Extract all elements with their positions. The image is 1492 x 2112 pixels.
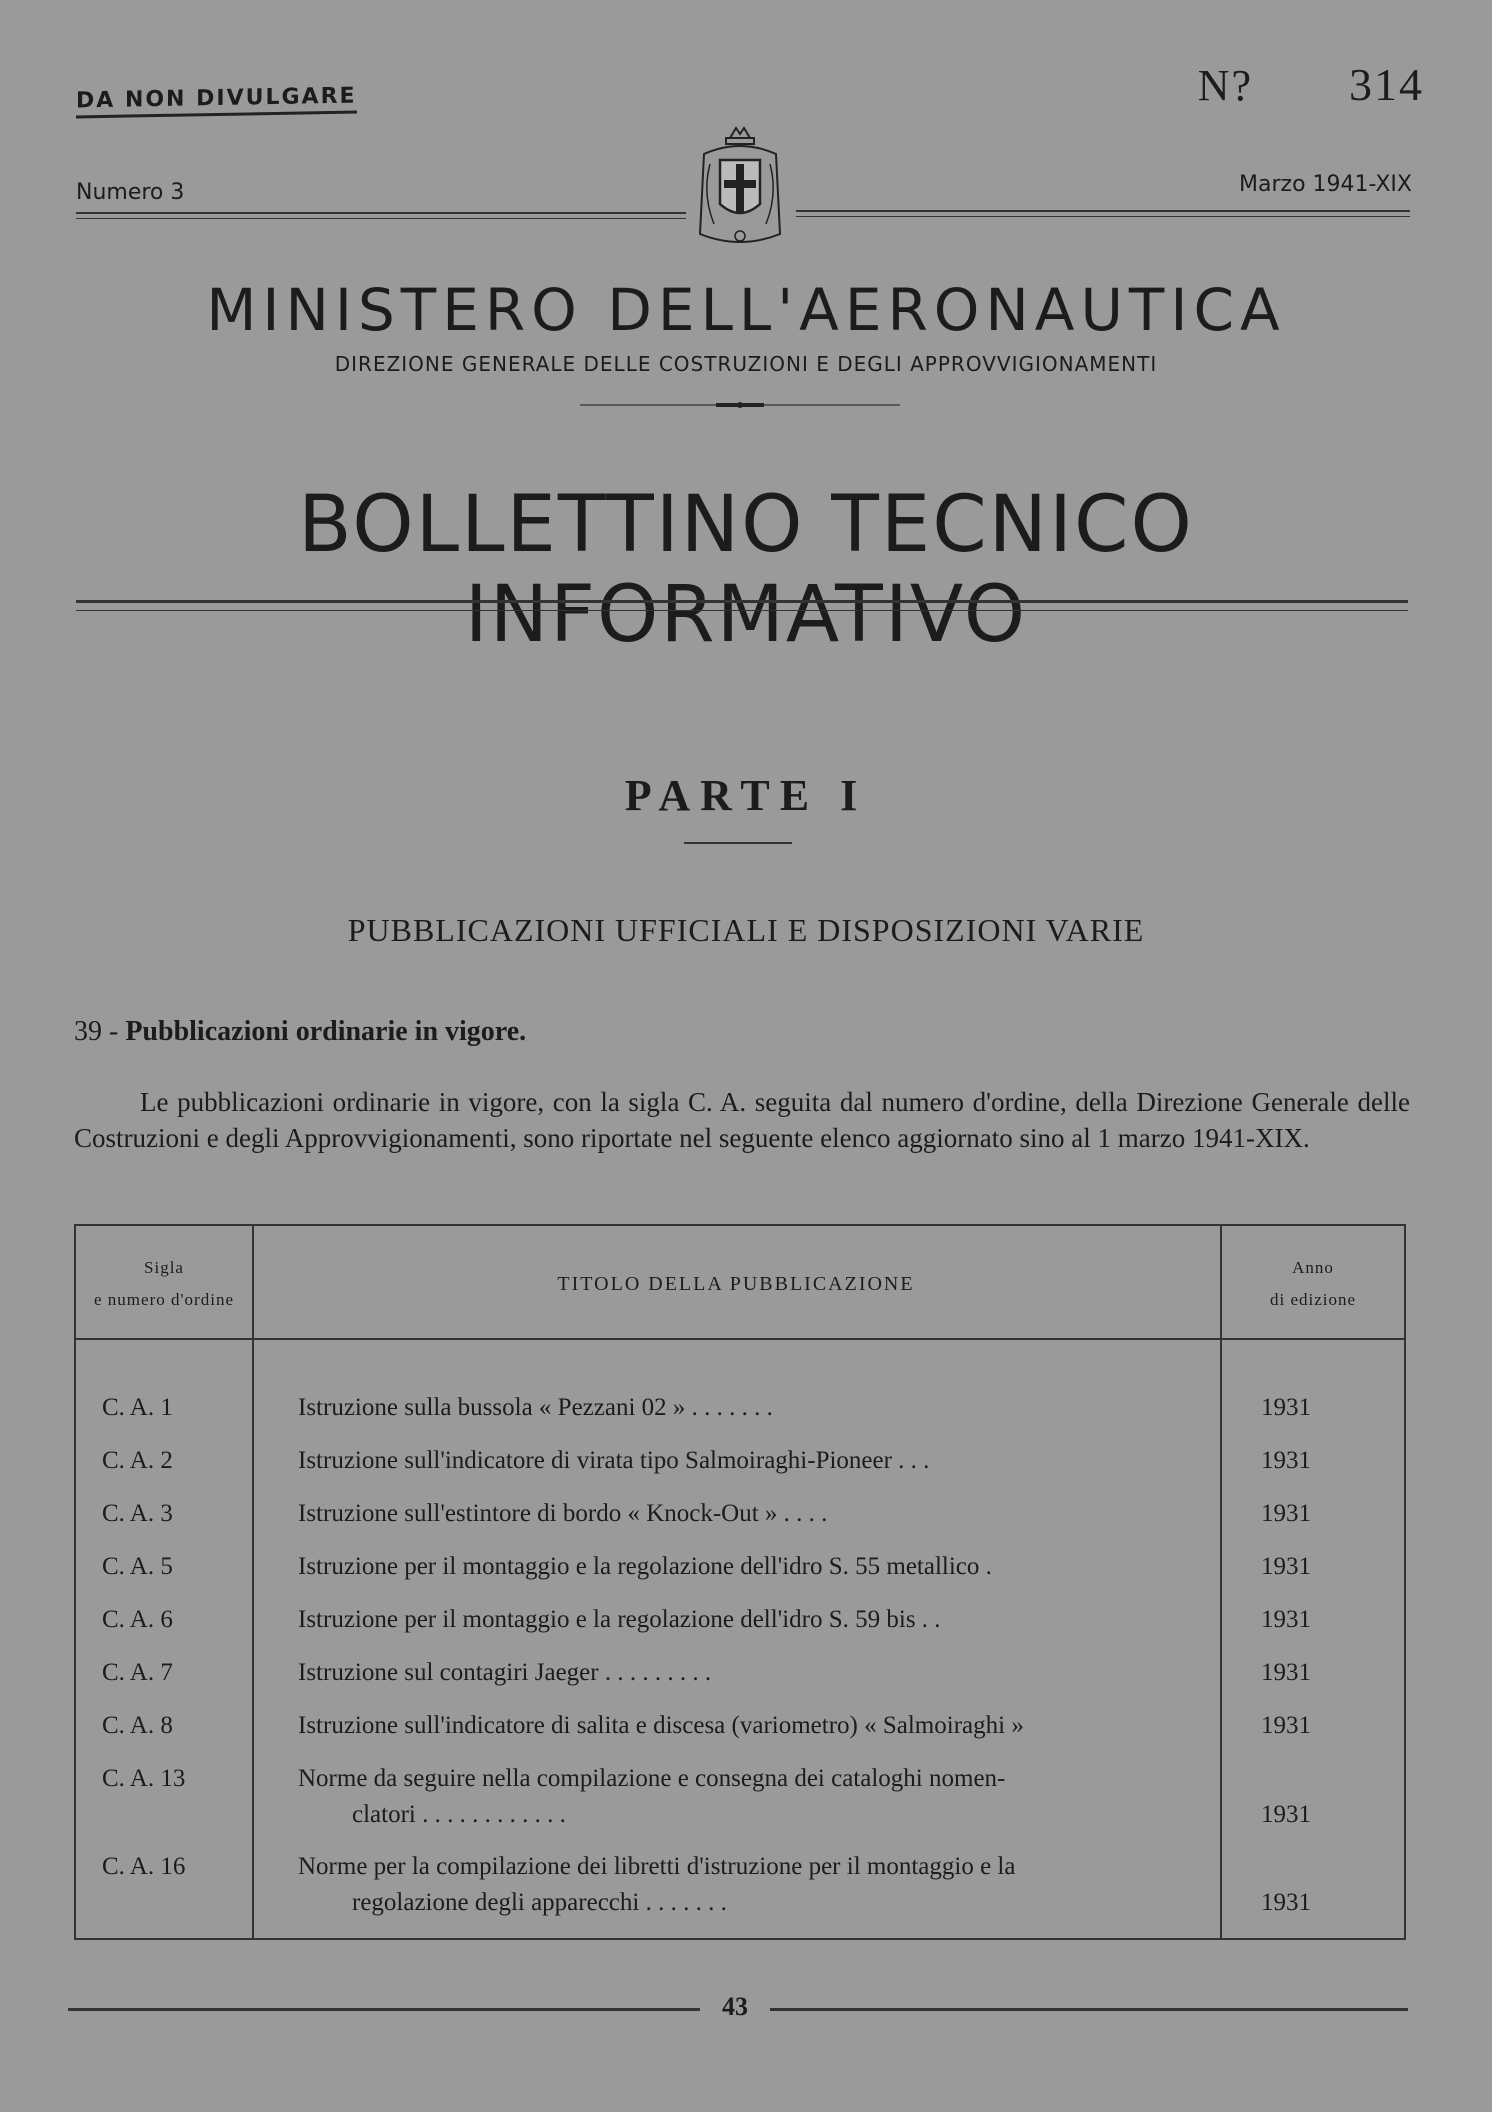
page-number: 43 [722,1992,748,2021]
col-divider-2 [1220,1226,1222,1938]
issue-number: Numero 3 [76,180,185,205]
header-divider [76,1338,1404,1340]
row-year: 1931 [1261,1394,1311,1421]
row-year: 1931 [1261,1801,1311,1828]
ministry-title: MINISTERO DELL'AERONAUTICA [206,276,1286,344]
row-title-continuation: regolazione degli apparecchi . . . . . . . [352,1889,727,1916]
row-title: Istruzione sulla bussola « Pezzani 02 » . . . . . . . [298,1394,773,1421]
bulletin-number [1198,58,1424,111]
row-code: C. A. 7 [102,1659,173,1686]
intro-paragraph: Le pubblicazioni ordinarie in vigore, con la sigla C. A. seguita dal numero d'ordine, della Direzione Generale delle Costruzioni e degli Approvvigionamenti, sono riportate nel seguente elenco aggiornato sino al 1 marzo 1941-XIX. [74,1087,1410,1153]
col-divider-1 [252,1226,254,1938]
title-rule-thick [76,600,1408,603]
row-title: Istruzione sull'indicatore di virata tipo Salmoiraghi-Pioneer . . . [298,1447,930,1474]
issue-date: Marzo 1941-XIX [1239,172,1412,197]
row-year: 1931 [1261,1447,1311,1474]
classification-stamp: DA NON DIVULGARE [76,84,357,119]
title-rule-thin [76,610,1408,611]
row-code: C. A. 2 [102,1447,173,1474]
footer-rule-left [68,2008,700,2011]
coat-of-arms-icon [690,124,790,256]
row-year: 1931 [1261,1659,1311,1686]
row-year: 1931 [1261,1553,1311,1580]
ornament-divider [580,400,900,410]
row-year: 1931 [1261,1500,1311,1527]
header-rule-left-thin [76,218,686,219]
row-title: Istruzione sul contagiri Jaeger . . . . . . . . . [298,1659,712,1686]
header-rule-right [796,210,1410,212]
bulletin-title: BOLLETTINO TECNICO INFORMATIVO [298,480,1194,660]
row-code: C. A. 16 [102,1853,186,1880]
row-code: C. A. 1 [102,1394,173,1421]
section-number: 39 - [74,1016,119,1047]
section-title: Pubblicazioni ordinarie in vigore. [125,1016,527,1047]
row-title: Istruzione sull'indicatore di salita e discesa (variometro) « Salmoiraghi » [298,1712,1024,1739]
row-year: 1931 [1261,1606,1311,1633]
publications-table [74,1224,1406,1940]
section-heading [74,1016,526,1048]
row-year: 1931 [1261,1889,1311,1916]
row-code: C. A. 8 [102,1712,173,1739]
footer-rule-right [770,2008,1408,2011]
row-title: Istruzione sull'estintore di bordo « Knock-Out » . . . . [298,1500,828,1527]
row-title: Istruzione per il montaggio e la regolazione dell'idro S. 59 bis . . [298,1606,941,1633]
part-rule [684,842,792,844]
number-label: N? [1197,61,1253,110]
header-sigla: Sigla e numero d'ordine [94,1258,234,1309]
part-subtitle: PUBBLICAZIONI UFFICIALI E DISPOSIZIONI VARIE [347,912,1145,948]
row-code: C. A. 13 [102,1765,186,1792]
row-title-continuation: clatori . . . . . . . . . . . . [352,1801,566,1828]
row-title: Norme per la compilazione dei libretti d'istruzione per il montaggio e la [298,1853,1016,1880]
header-rule-right-thin [796,216,1410,217]
header-rule-left [76,212,686,214]
row-code: C. A. 3 [102,1500,173,1527]
row-title: Istruzione per il montaggio e la regolazione dell'idro S. 55 metallico . [298,1553,992,1580]
direzione-subtitle: DIREZIONE GENERALE DELLE COSTRUZIONI E DEGLI APPROVVIGIONAMENTI [334,352,1158,376]
header-anno: Anno di edizione [1269,1258,1357,1309]
row-code: C. A. 6 [102,1606,173,1633]
header-title: TITOLO DELLA PUBBLICAZIONE [557,1273,915,1295]
part-heading: PARTE I [624,771,868,820]
row-title: Norme da seguire nella compilazione e consegna dei cataloghi nomen- [298,1765,1006,1792]
number-value: 314 [1349,59,1424,110]
row-code: C. A. 5 [102,1553,173,1580]
row-year: 1931 [1261,1712,1311,1739]
